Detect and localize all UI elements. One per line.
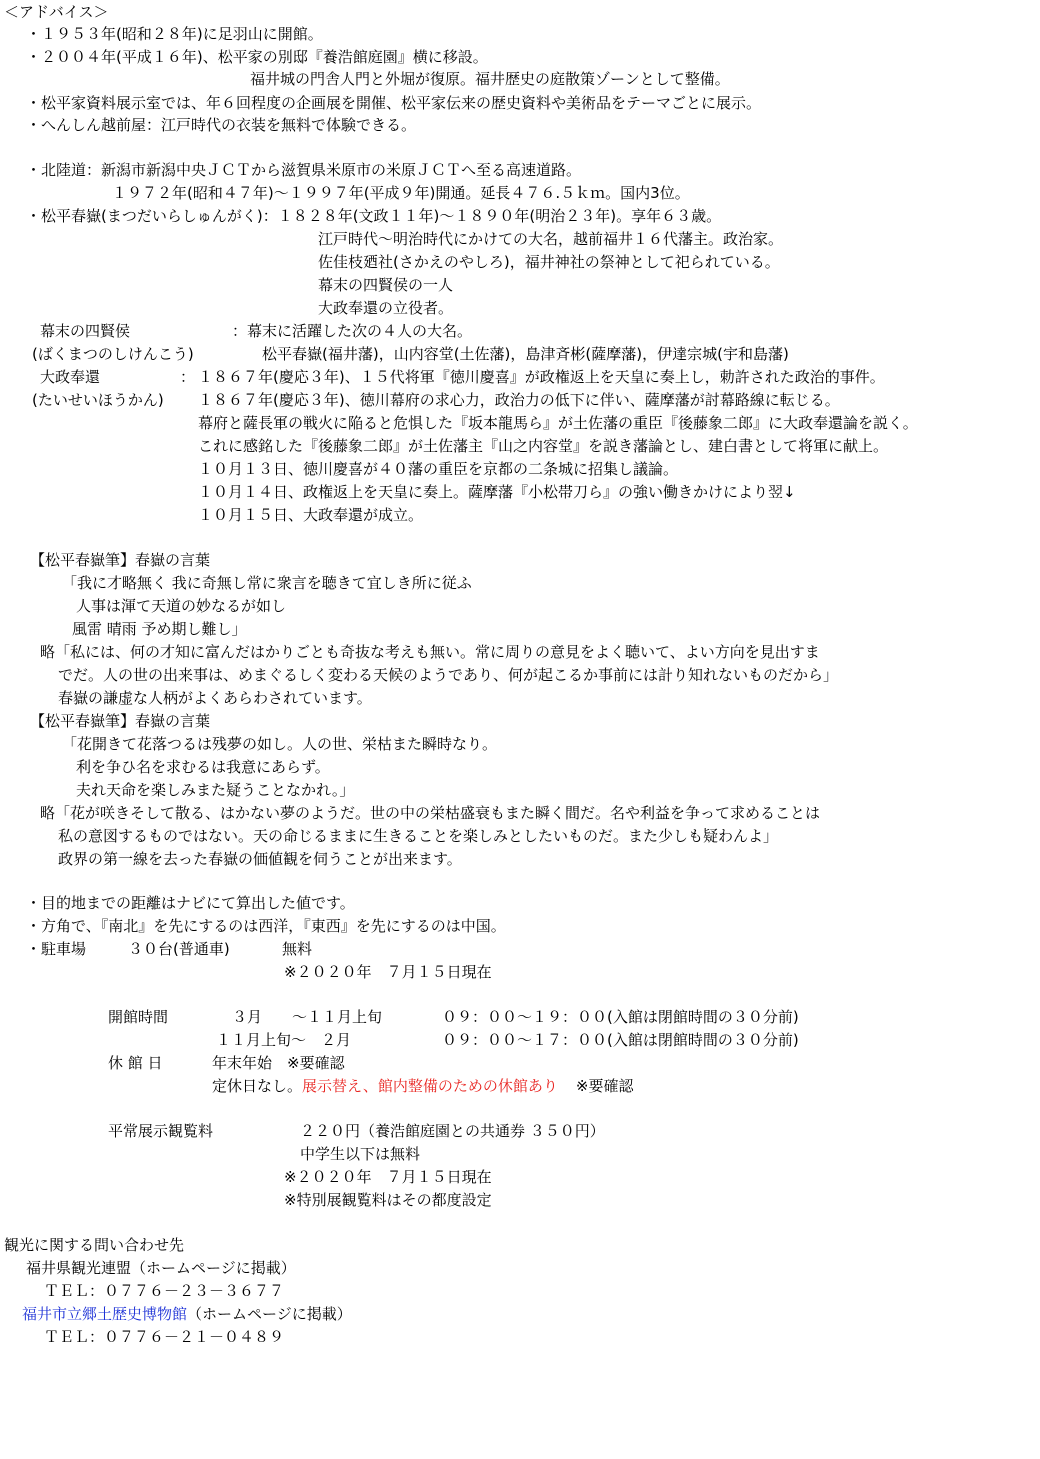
contact-org2 — [22, 1303, 352, 1325]
quote1-line-3: 風雷 晴雨 予め期し難し」 — [72, 620, 247, 638]
shungaku-line-2: 江戸時代～明治時代にかけての大名，越前福井１６代藩主。政治家。 — [318, 230, 784, 248]
fee-label: 平常展示観覧料 — [108, 1122, 214, 1140]
parking-fee: 無料 — [282, 940, 313, 958]
quote1-line-6: 春嶽の謙虚な人柄がよくあらわされています。 — [58, 689, 372, 707]
contact-org2-rest: （ホームページに掲載） — [187, 1305, 352, 1323]
shungaku-line-3: 佐佳枝廼社(さかえのやしろ)，福井神社の祭神として祀られている。 — [318, 253, 780, 271]
contact-tel2: ＴＥＬ：０７７６－２１－０４８９ — [44, 1328, 285, 1346]
hokuriku-expressway-1: ・北陸道：新潟市新潟中央ＪＣＴから滋賀県米原市の米原ＪＣＴへ至る高速道路。 — [26, 161, 582, 179]
shungaku-line-1: ・松平春嶽(まつだいらしゅんがく)：１８２８年(文政１１年)～１８９０年(明治２３年)。享年６３歳。 — [26, 207, 722, 225]
kenko-reading: (ばくまつのしけんこう) — [32, 345, 194, 363]
quote2-line-2: 利を争ひ名を求むるは我意にあらず。 — [76, 758, 330, 776]
contact-title: 観光に関する問い合わせ先 — [4, 1236, 185, 1254]
quote1-line-4: 略「私には、何の才知に富んだはかりごとも奇抜な考えも無い。常に周りの意見をよく聴いて、よい方向を見出すま — [40, 643, 820, 661]
hours-row2-period: １１月上旬～ ２月 — [216, 1031, 352, 1049]
closed-note-red: 展示替え、館内整備のための休館あり — [302, 1077, 558, 1095]
taisei-line-2: １８６７年(慶応３年)、徳川幕府の求心力，政治力の低下に伴い、薩摩藩が討幕路線に転じる。 — [198, 391, 840, 409]
closed-value: 年末年始 ※要確認 — [212, 1054, 345, 1072]
kenko-names: 松平春嶽(福井藩)，山内容堂(土佐藩)，島津斉彬(薩摩藩)，伊達宗城(宇和島藩) — [262, 345, 789, 363]
hours-row2-time: ０９：００～１７：００(入館は閉館時間の３０分前) — [442, 1031, 799, 1049]
closed-note-a: 定休日なし。 — [212, 1077, 303, 1095]
hours-label: 開館時間 — [108, 1008, 169, 1026]
museum-costume: ・へんしん越前屋：江戸時代の衣装を無料で体験できる。 — [26, 116, 417, 134]
museum-history-3: 福井城の門舎人門と外堀が復原。福井歴史の庭散策ゾーンとして整備。 — [250, 70, 730, 88]
taisei-line-1: １８６７年(慶応３年)、１５代将軍『徳川慶喜』が政権返上を天皇に奏上し，勅許された政治的事件。 — [198, 368, 885, 386]
hours-row1-period: ３月 ～１１月上旬 — [232, 1008, 383, 1026]
header-advice: ＜アドバイス＞ — [4, 3, 109, 21]
quote2-title: 【松平春嶽筆】春嶽の言葉 — [30, 712, 211, 730]
closed-label: 休 館 日 — [108, 1054, 163, 1072]
kenko-term: 幕末の四賢侯 — [40, 322, 131, 340]
note-distance: ・目的地までの距離はナビにて算出した値です。 — [26, 894, 355, 912]
hours-row1-time: ０９：００～１９：００(入館は閉館時間の３０分前) — [442, 1008, 799, 1026]
taisei-line-5: １０月１３日、徳川慶喜が４０藩の重臣を京都の二条城に招集し議論。 — [198, 460, 679, 478]
taisei-line-3: 幕府と薩長軍の戦火に陥ると危惧した『坂本龍馬ら』が土佐藩の重臣『後藤象二郎』に大政奉還論を説く。 — [198, 414, 918, 432]
kenko-desc: ：幕末に活躍した次の４人の大名。 — [232, 322, 473, 340]
fee-special: ※特別展観覧料はその都度設定 — [284, 1191, 492, 1209]
quote2-line-4: 略「花が咲きそして散る、はかない夢のようだ。世の中の栄枯盛衰もまた瞬く間だ。名や利益を争って求めることは — [40, 804, 821, 822]
taisei-reading: (たいせいほうかん) — [32, 391, 164, 409]
note-direction: ・方角で、『南北』を先にするのは西洋，『東西』を先にするのは中国。 — [26, 917, 506, 935]
fee-price: ２２０円（養浩館庭園との共通券 ３５０円） — [300, 1122, 605, 1140]
closed-note — [212, 1075, 634, 1097]
taisei-line-4: これに感銘した『後藤象二郎』が土佐藩主『山之内容堂』を説き藩論とし、建白書として将軍に献上。 — [198, 437, 889, 455]
quote2-line-6: 政界の第一線を去った春嶽の価値観を伺うことが出来ます。 — [58, 850, 462, 868]
closed-note-b: ※要確認 — [575, 1077, 634, 1095]
contact-org1: 福井県観光連盟（ホームページに掲載） — [26, 1259, 296, 1277]
taisei-line-6: １０月１４日、政権返上を天皇に奏上。薩摩藩『小松帯刀ら』の強い働きかけにより翌↓ — [198, 483, 796, 501]
museum-exhibit-room: ・松平家資料展示室では、年６回程度の企画展を開催、松平家伝来の歴史資料や美術品をテーマごとに展示。 — [26, 94, 762, 112]
taisei-colon: ： — [180, 368, 196, 386]
quote1-line-5: でだ。人の世の出来事は、めまぐるしく変わる天候のようであり、何が起こるか事前には計り知れないものだから」 — [58, 666, 839, 684]
museum-history-2: ・２００４年(平成１６年)、松平家の別邸『養浩館庭園』横に移設。 — [26, 48, 488, 66]
parking-count: ３０台(普通車) — [128, 940, 230, 958]
quote1-line-1: 「我に才略無く 我に奇無し常に衆言を聴きて宜しき所に従ふ — [62, 574, 472, 592]
contact-tel1: ＴＥＬ：０７７６－２３－３６７７ — [44, 1282, 285, 1300]
taisei-term: 大政奉還 — [40, 368, 101, 386]
fee-free: 中学生以下は無料 — [300, 1145, 421, 1163]
fee-as-of: ※２０２０年 ７月１５日現在 — [284, 1168, 492, 1186]
quote2-line-1: 「花開きて花落つるは残夢の如し。人の世、栄枯また瞬時なり。 — [62, 735, 498, 753]
quote1-title: 【松平春嶽筆】春嶽の言葉 — [30, 551, 211, 569]
taisei-line-7: １０月１５日、大政奉還が成立。 — [198, 506, 424, 524]
shungaku-line-4: 幕末の四賢侯の一人 — [318, 276, 454, 294]
museum-history-1: ・１９５３年(昭和２８年)に足羽山に開館。 — [26, 25, 323, 43]
shungaku-line-5: 大政奉還の立役者。 — [318, 299, 454, 317]
parking-label: ・駐車場 — [26, 940, 87, 958]
museum-link[interactable]: 福井市立郷土歴史博物館 — [22, 1305, 188, 1323]
quote2-line-3: 夫れ天命を楽しみまた疑うことなかれ。」 — [76, 781, 355, 799]
quote1-line-2: 人事は渾て天道の妙なるが如し — [76, 597, 287, 615]
quote2-line-5: 私の意図するものではない。天の命じるままに生きることを楽しみとしたいものだ。また少しも疑わんよ」 — [58, 827, 779, 845]
parking-as-of: ※２０２０年 ７月１５日現在 — [284, 963, 492, 981]
hokuriku-expressway-2: １９７２年(昭和４７年)～１９９７年(平成９年)開通。延長４７６.５ｋｍ。国内3位。 — [112, 184, 690, 202]
